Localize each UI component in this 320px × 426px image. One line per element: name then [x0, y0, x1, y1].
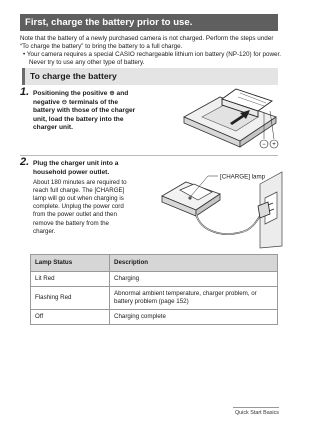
- table-cell-line: battery problem (page 152): [114, 298, 189, 305]
- step-1-line: Positioning the positive ⊕ and: [33, 90, 129, 97]
- table-header-cell: Lamp Status: [31, 255, 110, 272]
- charge-lamp-icon: [188, 196, 191, 199]
- charger-outlet-illustration: [160, 160, 285, 250]
- step-1: [20, 86, 140, 150]
- step-2-body: charger.: [33, 227, 56, 235]
- section-title-banner: [20, 14, 278, 31]
- step-1-number: 1.: [20, 86, 30, 98]
- step-2-number: 2.: [20, 156, 30, 168]
- table-header-row: [31, 255, 278, 272]
- table-cell: Flashing Red: [31, 287, 110, 310]
- step-2-body: reach full charge. The [CHARGE]: [33, 187, 125, 195]
- lamp-status-table: [30, 254, 278, 325]
- table-cell: Lit Red: [31, 272, 110, 287]
- step-2: [20, 156, 160, 250]
- table-cell: Charging complete: [110, 310, 278, 325]
- table-row: [31, 310, 278, 325]
- step-2-body: from the power outlet and then: [33, 211, 117, 219]
- step-2-body: About 180 minutes are required to: [33, 179, 127, 186]
- subsection-title-text: To charge the battery: [30, 71, 117, 81]
- minus-terminal-label: −: [262, 142, 266, 149]
- step-1-line: negative ⊖ terminals of the: [33, 98, 119, 106]
- table-cell: [110, 287, 278, 310]
- intro-block: [20, 35, 282, 67]
- step-2-line: Plug the charger unit into a: [33, 160, 119, 167]
- intro-bullet: • Your camera requires a special CASIO rechargeable lithium ion battery (NP-120) for power. Never try to use any other type of battery.: [23, 51, 282, 67]
- step-divider: [20, 155, 278, 156]
- plus-terminal-label: +: [272, 142, 276, 149]
- table-cell: Off: [31, 310, 110, 325]
- table-row: [31, 272, 278, 287]
- step-1-line: battery with those of the charger: [33, 107, 136, 115]
- table-cell: Charging: [110, 272, 278, 287]
- footer-label: Quick Start Basics: [234, 410, 279, 416]
- footer-rule: [233, 407, 279, 408]
- table-cell-line: Abnormal ambient temperature, charger problem, or: [114, 290, 257, 297]
- intro-paragraph: Note that the battery of a newly purchased camera is not charged. Perform the steps under “To charge the battery” to bring the battery to a full charge.: [20, 35, 274, 51]
- charger-battery-illustration: [180, 83, 280, 155]
- step-1-line: unit, load the battery into the: [33, 115, 124, 123]
- step-2-body: remove the battery from the: [33, 219, 110, 227]
- table-row: [31, 287, 278, 310]
- step-2-body: lamp will go out when charging is: [33, 195, 124, 203]
- table-header-cell: Description: [110, 255, 278, 272]
- step-2-body: complete. Unplug the power cord: [33, 203, 124, 211]
- charge-lamp-label: [CHARGE] lamp: [220, 173, 266, 181]
- step-1-line: charger unit.: [33, 124, 73, 132]
- step-2-line: household power outlet.: [33, 168, 110, 176]
- section-title: First, charge the battery prior to use.: [25, 17, 193, 28]
